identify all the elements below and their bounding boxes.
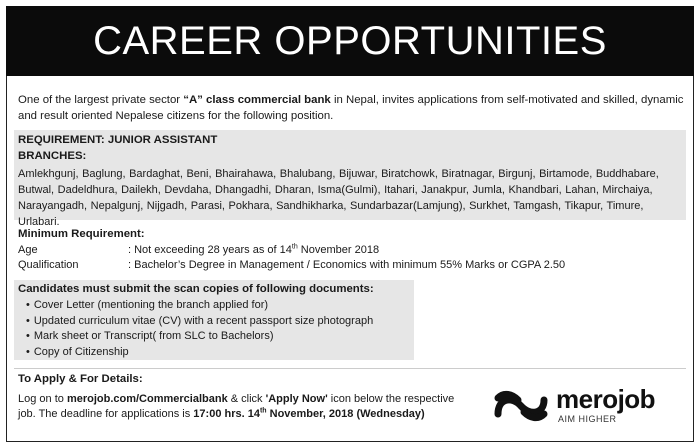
intro-suffix: in Nepal, invites applications from self-motivated and skilled, dynamic and result oriented Nepalese citizens for the following position. [18, 94, 684, 122]
minimum-requirement-title: Minimum Requirement: [18, 228, 145, 240]
requirement-title: REQUIREMENT: JUNIOR ASSISTANT [18, 134, 218, 146]
logo-tagline: AIM HIGHER [558, 414, 617, 424]
documents-list [26, 298, 373, 360]
apply-url-link[interactable]: merojob.com/Commercialbank [66, 393, 228, 405]
age-sup: th [291, 243, 298, 251]
age-value [128, 243, 379, 257]
list-item: • Mark sheet or Transcript( from SLC to Bachelors) [26, 329, 373, 345]
branches-list: Amlekhgunj, Baglung, Bardaghat, Beni, Bhairahawa, Bhalubang, Bijuwar, Biratchowk, Biratnagar, Birgunj, Birtamode, Buddhabare, Butwal, Dadeldhura, Dailekh, Devdaha, Dhangadhi, Dharan, Isma(Gulmi), Itahari, Janakpur, Jumla, Khandbari, Lahan, Mirchaiya, Narayangadh, Nepalgunj, Nijgadh, Parasi, Pokhara, Sandhikharka, Sundarbazar(Lamjung), Surkhet, Tamgash, Tikapur, Timure, Urlabari. [18, 168, 659, 228]
qualification-label: Qualification [18, 259, 79, 271]
intro-prefix: One of the largest private sector [18, 94, 184, 106]
intro-bold: “A” class commercial bank [183, 94, 331, 106]
apply-line2-prefix: job. The deadline for applications is [18, 408, 194, 420]
qualification-row [18, 258, 565, 272]
age-row [18, 243, 379, 257]
merojob-logo [490, 382, 690, 432]
apply-now-cta: 'Apply Now' [265, 393, 328, 405]
apply-deadline [193, 408, 424, 420]
page-title: CAREER OPPORTUNITIES [93, 18, 607, 63]
age-value-suffix: November 2018 [297, 244, 380, 256]
apply-instructions [18, 392, 458, 422]
documents-title: Candidates must submit the scan copies of following documents: [18, 283, 374, 295]
intro-paragraph [18, 92, 688, 124]
list-item: • Updated curriculum vitae (CV) with a recent passport size photograph [26, 314, 373, 330]
header-banner [6, 6, 694, 76]
branches-title: BRANCHES: [18, 150, 87, 162]
age-value-prefix: : Not exceeding 28 years as of 14 [128, 244, 292, 256]
merojob-infinity-icon [490, 386, 552, 426]
list-item: • Cover Letter (mentioning the branch applied for) [26, 298, 373, 314]
logo-wordmark: merojob [556, 384, 656, 414]
apply-line1-prefix: Log on to [18, 393, 67, 405]
qualification-value: : Bachelor’s Degree in Management / Economics with minimum 55% Marks or CGPA 2.50 [128, 259, 566, 271]
age-label: Age [18, 244, 38, 256]
apply-line1-suffix: icon below the respective [327, 393, 455, 405]
apply-title: To Apply & For Details: [18, 373, 143, 385]
apply-deadline-sup: th [259, 407, 267, 415]
apply-line1-mid: & click [227, 393, 266, 405]
apply-deadline-time: 17:00 hrs. 14 [193, 408, 260, 420]
list-item: • Copy of Citizenship [26, 345, 373, 361]
apply-deadline-end: November, 2018 (Wednesday) [266, 408, 425, 420]
